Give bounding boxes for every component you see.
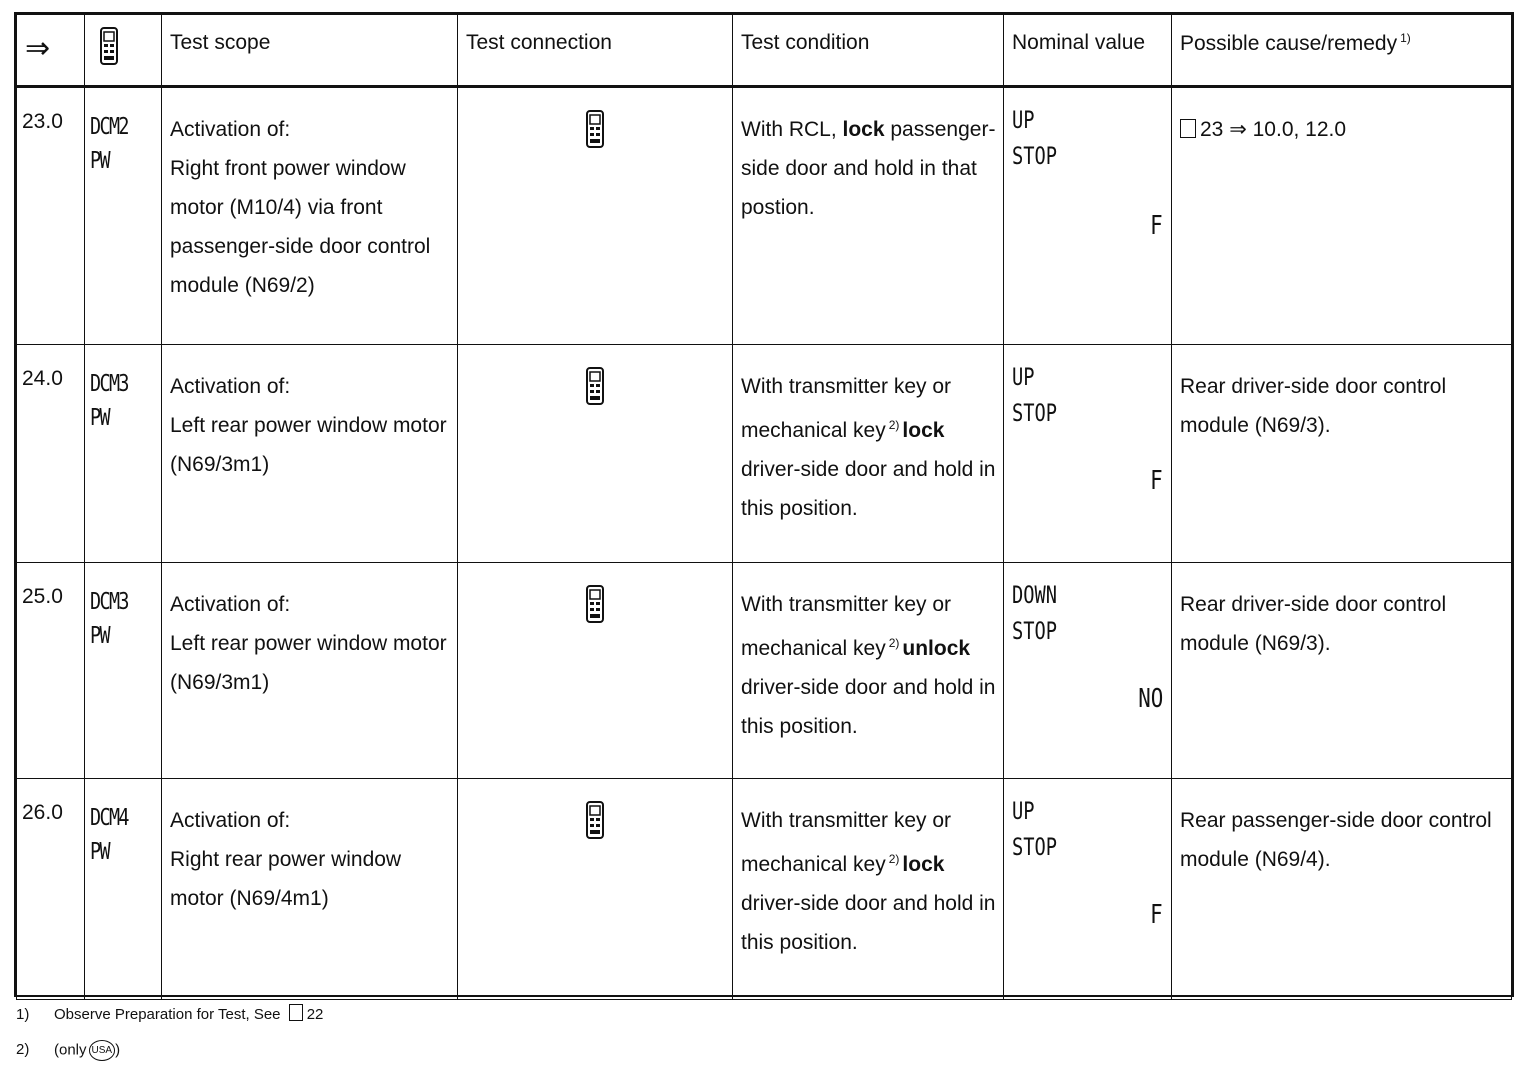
tester-icon <box>585 367 605 405</box>
table-row <box>17 87 1512 345</box>
header-tester-icon <box>85 15 162 87</box>
tester-icon <box>585 585 605 623</box>
test-condition: With transmitter key or mechanical key $^{2)}$ lock driver-side door and hold in this position. <box>733 345 1004 563</box>
manual-reference-icon <box>1180 119 1196 138</box>
possible-cause: 23 ⇒ 10.0, 12.0 <box>1172 87 1512 345</box>
header-test-connection: Test connection <box>458 15 733 87</box>
possible-cause: Rear driver-side door control module (N69/3). <box>1172 345 1512 563</box>
test-scope: Activation of: Left rear power window motor (N69/3m1) <box>162 563 458 779</box>
nominal-result: F <box>1150 466 1163 496</box>
nominal-result: NO <box>1137 684 1163 714</box>
step-number: 26.0 <box>17 779 85 1000</box>
test-connection <box>458 87 733 345</box>
display-code: DCM3 PW <box>85 563 162 779</box>
step-number: 25.0 <box>17 563 85 779</box>
tester-icon <box>585 110 605 148</box>
table-row <box>17 563 1512 779</box>
nominal-result: F <box>1150 211 1163 241</box>
display-code: DCM2 PW <box>85 87 162 345</box>
header-arrow: ⇒ <box>17 15 85 87</box>
test-connection <box>458 779 733 1000</box>
nominal-value: DOWN STOP NO <box>1004 563 1172 779</box>
test-connection <box>458 563 733 779</box>
nominal-result: F <box>1150 900 1163 930</box>
test-condition: With transmitter key or mechanical key $^{2)}$ lock driver-side door and hold in this position. <box>733 779 1004 1000</box>
test-table <box>16 14 1512 1000</box>
step-number: 23.0 <box>17 87 85 345</box>
nominal-value: UP STOP F <box>1004 779 1172 1000</box>
nominal-value: UP STOP F <box>1004 345 1172 563</box>
test-scope: Activation of: Right front power window motor (M10/4) via front passenger-side door control module (N69/2) <box>162 87 458 345</box>
test-table-sheet <box>14 12 1514 997</box>
possible-cause: Rear driver-side door control module (N69/3). <box>1172 563 1512 779</box>
test-scope: Activation of: Right rear power window motor (N69/4m1) <box>162 779 458 1000</box>
table-row <box>17 345 1512 563</box>
header-nominal-value: Nominal value <box>1004 15 1172 87</box>
header-possible-cause: Possible cause/remedy $^{1)}$ <box>1172 15 1512 87</box>
usa-badge: USA <box>89 1040 116 1061</box>
footnote-2: 2) (only USA ) <box>16 1040 120 1061</box>
test-connection <box>458 345 733 563</box>
header-test-condition: Test condition <box>733 15 1004 87</box>
test-scope: Activation of: Left rear power window motor (N69/3m1) <box>162 345 458 563</box>
tester-icon <box>99 27 119 65</box>
test-condition: With transmitter key or mechanical key $^{2)}$ unlock driver-side door and hold in this position. <box>733 563 1004 779</box>
display-code: DCM4 PW <box>85 779 162 1000</box>
display-code: DCM3 PW <box>85 345 162 563</box>
table-header-row <box>17 15 1512 87</box>
table-row <box>17 779 1512 1000</box>
step-number: 24.0 <box>17 345 85 563</box>
nominal-value: UP STOP F <box>1004 87 1172 345</box>
test-condition: With RCL, lock passenger- side door and hold in that postion. <box>733 87 1004 345</box>
footnote-1: 1) Observe Preparation for Test, See 22 <box>16 1006 324 1023</box>
tester-icon <box>585 801 605 839</box>
manual-reference-icon <box>289 1004 303 1021</box>
header-test-scope: Test scope <box>162 15 458 87</box>
possible-cause: Rear passenger-side door control module (N69/4). <box>1172 779 1512 1000</box>
